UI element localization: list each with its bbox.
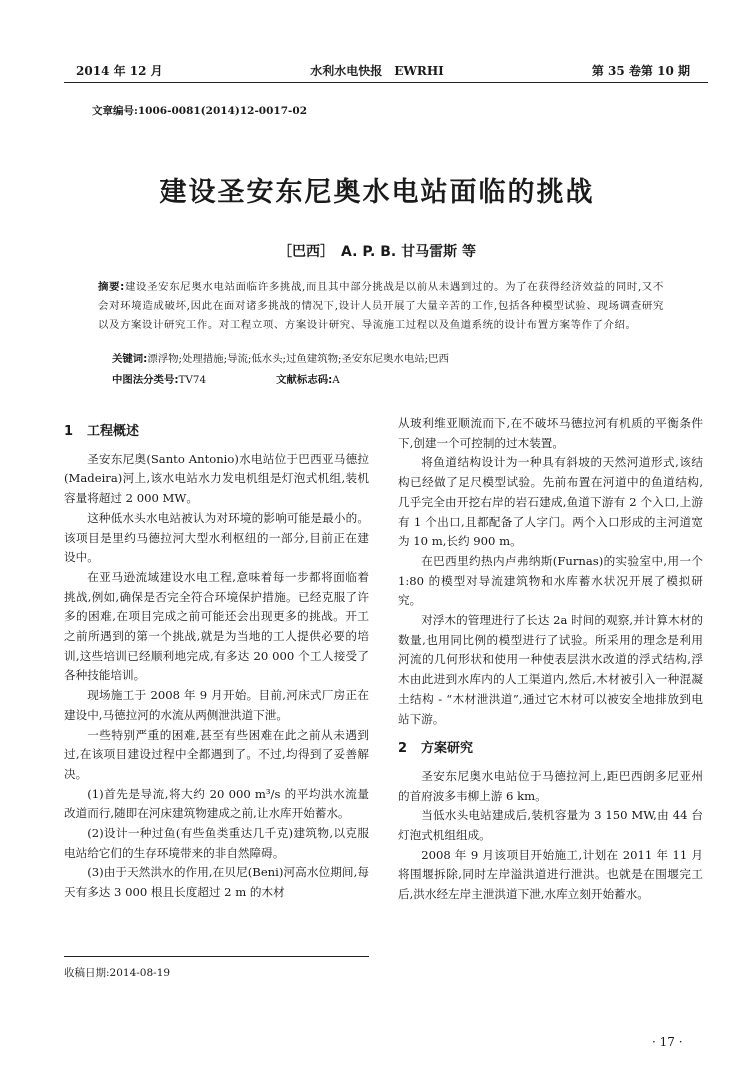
authors: ［巴西］ A. P. B. 甘马雷斯 等 bbox=[278, 244, 476, 260]
paragraph: 圣安东尼奥(Santo Antonio)水电站位于巴西亚马德拉(Madeira)河上,该水电站水力发电机组是灯泡式机组,装机容量将超过 2 000 MW。 bbox=[64, 451, 369, 506]
abstract-text: 建设圣安东尼奥水电站面临许多挑战,而且其中部分挑战是以前从未遇到过的。为了在获得经济效益的同时,又不会对环境造成破坏,因此在面对诸多挑战的情况下,设计人员开展了大量辛苦的工作,包括各种模型试验、现场调查研究以及方案设计研究工作。对工程立项、方案设计研究、导流施工过程以及鱼道系统的设计布置方案等作了介绍。 bbox=[98, 281, 664, 332]
keywords bbox=[112, 350, 449, 365]
paragraph: 当低水头电站建成后,装机容量为 3 150 MW,由 44 台灯泡式机组组成。 bbox=[398, 808, 703, 843]
received-date: 收稿日期:2014-08-19 bbox=[64, 967, 171, 979]
section-number: 1 bbox=[64, 424, 74, 439]
section-heading-2 bbox=[398, 739, 703, 759]
abstract-label: 摘要: bbox=[98, 281, 125, 293]
header-journal: 水利水电快报 EWRHI bbox=[310, 64, 444, 78]
classification-label: 中图法分类号: bbox=[112, 374, 179, 386]
paragraph: 从玻利维亚顺流而下,在不破坏马德拉河有机质的平衡条件下,创建一个可控制的过木装置。 bbox=[398, 416, 703, 450]
paragraph: 这种低水头水电站被认为对环境的影响可能是最小的。该项目是里约马德拉河大型水利枢纽的一部分,目前正在建设中。 bbox=[64, 510, 369, 565]
paragraph: 对浮木的管理进行了长达 2a 时间的观察,并计算木材的数量,也用同比例的模型进行了试验。所采用的理念是利用河流的几何形状和使用一种使表层洪水改道的浮式结构,浮木由此进到水库内的人工渠道内,然后,木材被引入一种混凝土结构 - “木材泄洪道”,通过它木材可以被安全地排放到电站下游。 bbox=[398, 613, 703, 726]
keywords-label: 关键词: bbox=[112, 353, 148, 365]
section-title: 工程概述 bbox=[87, 424, 140, 439]
page-number: · 17 · bbox=[652, 1035, 683, 1049]
abstract bbox=[98, 278, 664, 336]
classification bbox=[112, 371, 412, 386]
paragraph: 在亚马逊流域建设水电工程,意味着每一步都将面临着挑战,例如,确保是否完全符合环境保护措施。已经克服了许多的困难,在项目完成之前可能还会出现更多的挑战。开工之前所遇到的第一个挑战,就是为当地的工人提供必要的培训,这些培训已经顺利地完成,有多达 20 000 个工人接受了各种技能培训。 bbox=[64, 569, 369, 683]
paragraph: 在巴西里约热内卢弗纳斯(Furnas)的实验室中,用一个 1:80 的模型对导流建筑物和水库蓄水状况开展了模拟研究。 bbox=[398, 553, 703, 608]
paragraph: 现场施工于 2008 年 9 月开始。目前,河床式厂房正在建设中,马德拉河的水流从两侧泄洪道下泄。 bbox=[64, 688, 369, 722]
left-column bbox=[64, 412, 369, 903]
paper-title: 建设圣安东尼奥水电站面临的挑战 bbox=[159, 177, 595, 208]
header-date: 2014 年 12 月 bbox=[76, 64, 163, 78]
article-number: 文章编号:1006-0081(2014)12-0017-02 bbox=[92, 105, 308, 117]
paragraph: (3)由于天然洪水的作用,在贝尼(Beni)河高水位期间,每天有多达 3 000 根且长度超过 2 m 的木材 bbox=[64, 865, 369, 900]
header-issue: 第 35 卷第 10 期 bbox=[591, 64, 690, 78]
paragraph: (2)设计一种过鱼(有些鱼类重达几千克)建筑物,以克服电站给它们的生存环境带来的非自然障碍。 bbox=[64, 826, 369, 860]
doc-code-value: A bbox=[332, 374, 340, 386]
section-heading-1 bbox=[64, 422, 369, 442]
right-column bbox=[398, 414, 703, 905]
keywords-text: 漂浮物;处理措施;导流;低水头;过鱼建筑物;圣安东尼奥水电站;巴西 bbox=[147, 353, 449, 365]
section-title: 方案研究 bbox=[421, 741, 474, 757]
footnote-rule bbox=[64, 956, 369, 957]
classification-value: TV74 bbox=[178, 374, 207, 386]
paragraph: 2008 年 9 月该项目开始施工,计划在 2011 年 11 月将围堰拆除,同时左岸溢洪道进行泄洪。也就是在围堰完工后,洪水经左岸主泄洪道下泄,水库立刻开始蓄水。 bbox=[398, 847, 703, 902]
section-number: 2 bbox=[398, 741, 408, 757]
header-rule bbox=[64, 82, 708, 83]
paragraph: 将鱼道结构设计为一种具有斜坡的天然河道形式,该结构已经做了足尺模型试验。先前布置在河道中的鱼道结构,几乎完全由开挖右岸的岩石建成,鱼道下游有 2 个入口,上游有 1 个出口,且都配备了人字门。两个入口形成的主河道宽为 10 m,长约 900 m。 bbox=[398, 455, 703, 549]
paragraph: (1)首先是导流,将大约 20 000 m³/s 的平均洪水流量改道而行,随即在河床建筑物建成之前,让水库开始蓄水。 bbox=[64, 786, 369, 821]
paragraph: 圣安东尼奥水电站位于马德拉河上,距巴西朗多尼亚州的首府波多韦柳上游 6 km。 bbox=[398, 768, 703, 803]
doc-code-label: 文献标志码: bbox=[276, 374, 333, 386]
paragraph: 一些特别严重的困难,甚至有些困难在此之前从未遇到过,在该项目建设过程中全都遇到了。不过,均得到了妥善解决。 bbox=[64, 727, 369, 781]
